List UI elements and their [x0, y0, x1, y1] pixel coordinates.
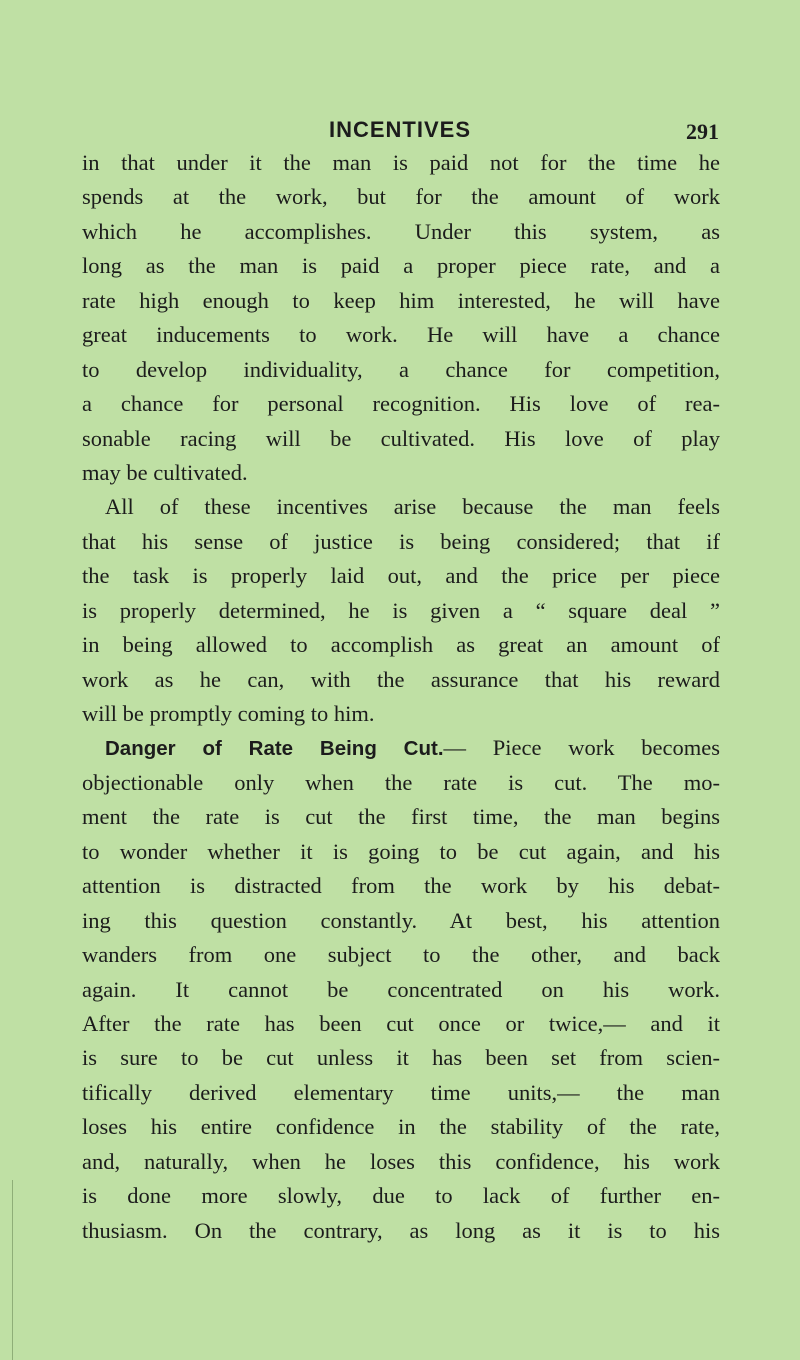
- page-number: 291: [686, 119, 719, 144]
- text-line: rate high enough to keep him interested, he will have: [82, 287, 720, 313]
- text-line: is properly determined, he is given a “ square deal ”: [82, 597, 720, 623]
- text-line: work as he can, with the assurance that his reward: [82, 666, 720, 692]
- text-line: objectionable only when the rate is cut. The mo-: [82, 769, 720, 795]
- text-line: tifically derived elementary time units,— the man: [82, 1079, 720, 1105]
- text-line: spends at the work, but for the amount of work: [82, 184, 720, 210]
- text-line: long as the man is paid a proper piece rate, and a: [82, 253, 720, 279]
- text-line: ment the rate is cut the first time, the man begins: [82, 804, 720, 830]
- text-line: wanders from one subject to the other, and back: [82, 942, 720, 968]
- text-line: that his sense of justice is being considered; that if: [82, 528, 720, 554]
- text-line: ing this question constantly. At best, his attention: [82, 907, 720, 933]
- text-line: to wonder whether it is going to be cut again, and his: [82, 838, 720, 864]
- text-line: a chance for personal recognition. His love of rea-: [82, 391, 720, 417]
- text-line: in being allowed to accomplish as great an amount of: [82, 632, 720, 658]
- text-line: is done more slowly, due to lack of further en-: [82, 1183, 720, 1209]
- text-line: thusiasm. On the contrary, as long as it is to his: [82, 1217, 720, 1243]
- text-line: sonable racing will be cultivated. His love of play: [82, 425, 720, 451]
- text-line: the task is properly laid out, and the price per piece: [82, 563, 720, 589]
- text-line: great inducements to work. He will have a chance: [82, 322, 720, 348]
- sidehead-line: [82, 731, 720, 765]
- text-line: is sure to be cut unless it has been set from scien-: [82, 1045, 720, 1071]
- sidehead-line-text: — Piece work becomes: [443, 735, 720, 761]
- text-line: All of these incentives arise because the man feels: [105, 494, 720, 520]
- page-header: [0, 115, 800, 145]
- body-text: [82, 146, 720, 1248]
- text-line: in that under it the man is paid not for the time he: [82, 150, 720, 175]
- text-line: attention is distracted from the work by his debat-: [82, 873, 720, 899]
- text-line: which he accomplishes. Under this system, as: [82, 218, 720, 244]
- text-line: and, naturally, when he loses this confidence, his work: [82, 1148, 720, 1174]
- text-line: to develop individuality, a chance for competition,: [82, 356, 720, 382]
- section-sidehead: Danger of Rate Being Cut.: [105, 737, 444, 761]
- text-line: After the rate has been cut once or twice,— and it: [82, 1010, 720, 1036]
- page-edge-line: [12, 1180, 13, 1360]
- running-head: INCENTIVES: [328, 117, 472, 142]
- text-line: may be cultivated.: [82, 459, 248, 485]
- text-line: loses his entire confidence in the stability of the rate,: [82, 1114, 720, 1140]
- text-line: will be promptly coming to him.: [82, 701, 375, 726]
- text-line: again. It cannot be concentrated on his work.: [82, 976, 720, 1002]
